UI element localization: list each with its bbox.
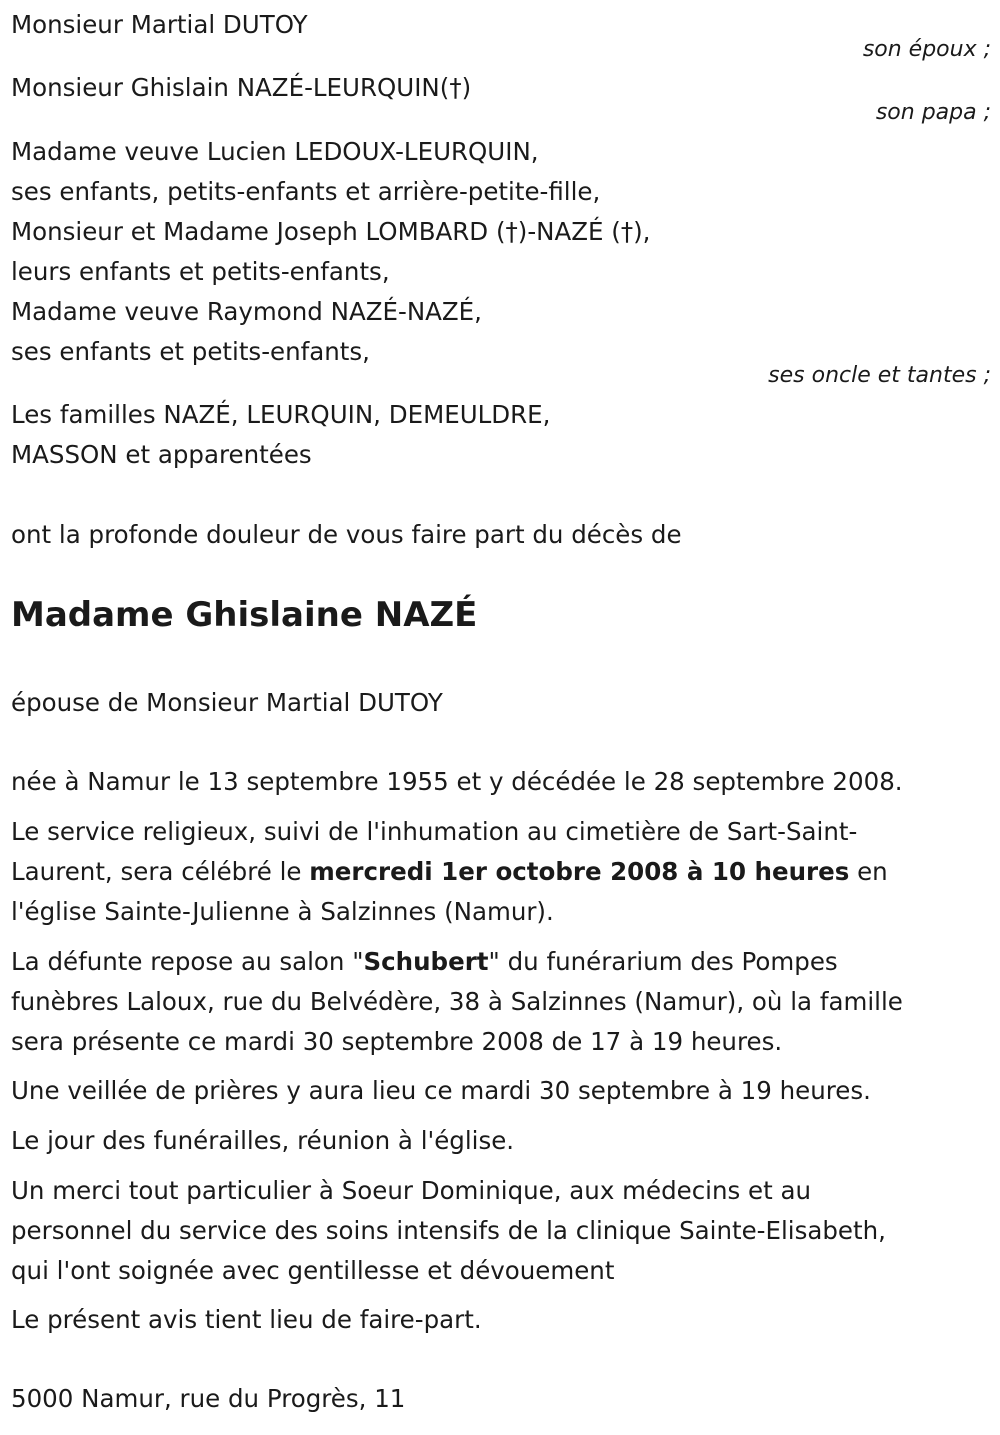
role-father: son papa ; <box>875 100 991 125</box>
spouse-of: épouse de Monsieur Martial DUTOY <box>11 688 443 717</box>
repose-line: funèbres Laloux, rue du Belvédère, 38 à Salzinnes (Namur), où la famille <box>11 987 903 1016</box>
families-line: Les familles NAZÉ, LEURQUIN, DEMEULDRE, <box>11 400 551 429</box>
funeral-day: Le jour des funérailles, réunion à l'église. <box>11 1126 515 1155</box>
address: 5000 Namur, rue du Progrès, 11 <box>11 1384 406 1413</box>
role-spouse: son époux ; <box>862 37 991 62</box>
deceased-name: Madame Ghislaine NAZÉ <box>11 595 478 635</box>
relative-line: Madame veuve Raymond NAZÉ-NAZÉ, <box>11 297 482 326</box>
notice: Le présent avis tient lieu de faire-part. <box>11 1305 482 1334</box>
birth-death: née à Namur le 13 septembre 1955 et y décédée le 28 septembre 2008. <box>11 767 903 796</box>
family-spouse: Monsieur Martial DUTOY <box>11 10 308 39</box>
thanks-line: Un merci tout particulier à Soeur Dominique, aux médecins et au <box>11 1176 812 1205</box>
salon-name: Schubert <box>363 947 489 976</box>
families-line: MASSON et apparentées <box>11 440 312 469</box>
service-date: mercredi 1er octobre 2008 à 10 heures <box>309 857 850 886</box>
relative-line: Madame veuve Lucien LEDOUX-LEURQUIN, <box>11 137 539 166</box>
service-line: Le service religieux, suivi de l'inhumation au cimetière de Sart-Saint- <box>11 817 858 846</box>
relative-line: ses enfants et petits-enfants, <box>11 337 370 366</box>
announcement: ont la profonde douleur de vous faire part du décès de <box>11 520 682 549</box>
repose-line: La défunte repose au salon "Schubert" du funérarium des Pompes <box>11 947 838 976</box>
repose-line: sera présente ce mardi 30 septembre 2008 de 17 à 19 heures. <box>11 1027 783 1056</box>
relative-line: ses enfants, petits-enfants et arrière-petite-fille, <box>11 177 601 206</box>
thanks-line: personnel du service des soins intensifs de la clinique Sainte-Elisabeth, <box>11 1216 886 1245</box>
relative-line: Monsieur et Madame Joseph LOMBARD (†)-NAZÉ (†), <box>11 217 651 246</box>
service-line: l'église Sainte-Julienne à Salzinnes (Namur). <box>11 897 554 926</box>
vigil: Une veillée de prières y aura lieu ce mardi 30 septembre à 19 heures. <box>11 1076 871 1105</box>
service-line: Laurent, sera célébré le mercredi 1er octobre 2008 à 10 heures en <box>11 857 888 886</box>
family-father: Monsieur Ghislain NAZÉ-LEURQUIN(†) <box>11 73 472 102</box>
thanks-line: qui l'ont soignée avec gentillesse et dévouement <box>11 1256 615 1285</box>
role-relatives: ses oncle et tantes ; <box>768 363 991 388</box>
relative-line: leurs enfants et petits-enfants, <box>11 257 390 286</box>
